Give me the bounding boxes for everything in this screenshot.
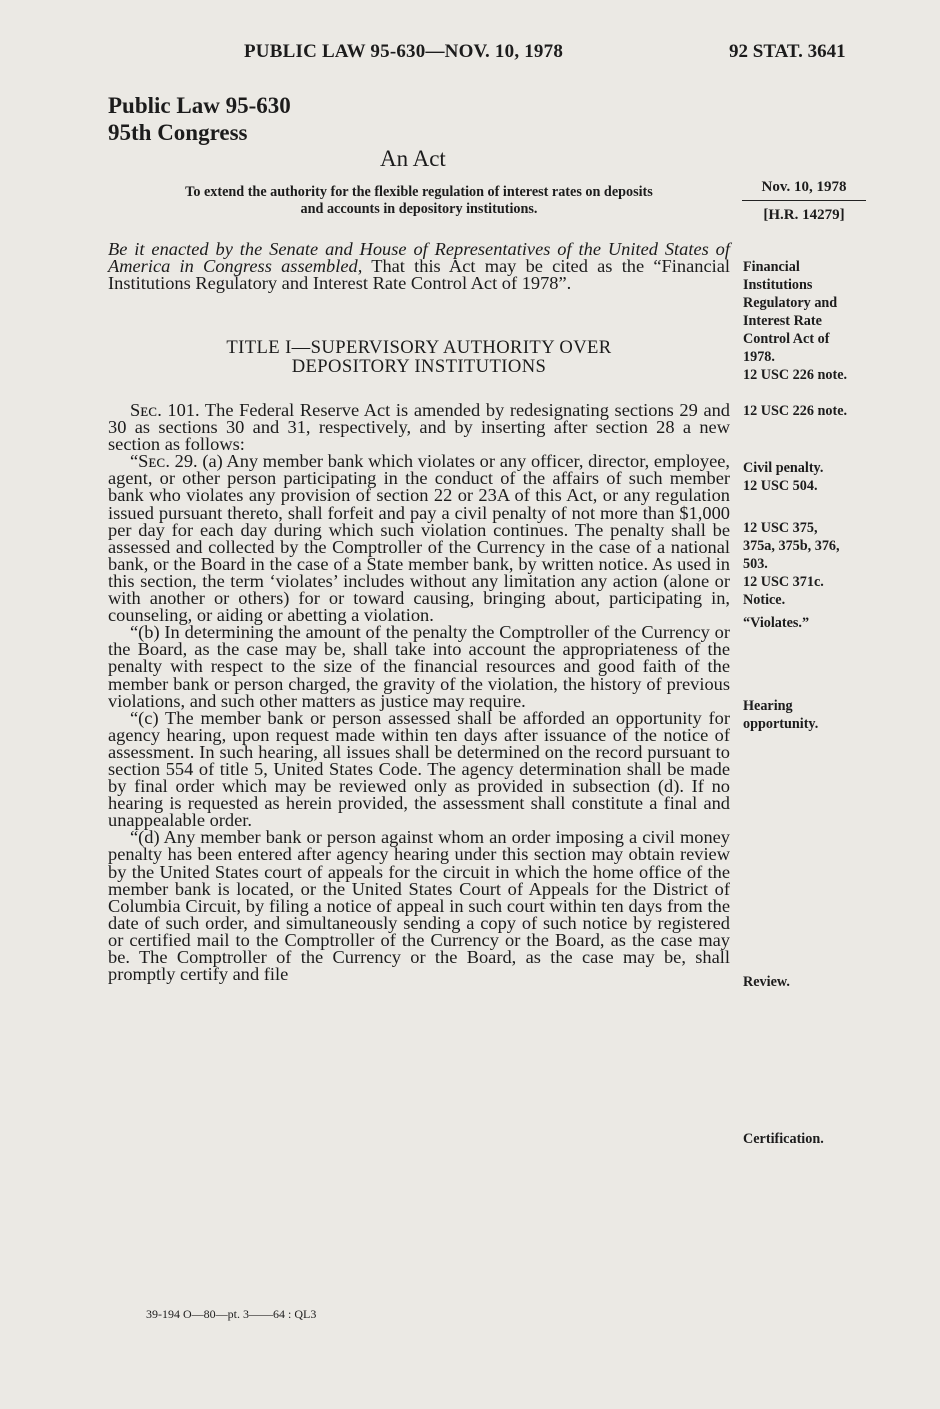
bill-number: [H.R. 14279] [763,207,845,223]
margin-note-line: 12 USC 504. [743,478,818,494]
margin-note-line: Control Act of [743,331,830,347]
act-heading: An Act [380,146,446,171]
short-title-clause: That this Act may be cited as the “Financial Institutions Regulatory and Interest Rate Control Act of 1978”. [108,256,730,294]
margin-note-review: Review. [743,974,790,990]
margin-note-line: 375a, 375b, 376, [743,538,840,554]
margin-note-violates: “Violates.” [743,615,810,631]
margin-note-line: Regulatory and [743,295,838,311]
enactment-date: Nov. 10, 1978 [742,177,866,201]
margin-note-short-title [743,258,878,384]
purpose-line-1: To extend the authority for the flexible regulation of interest rates on deposits [185,184,653,200]
margin-note-civil-penalty [743,459,878,495]
margin-note-line: Civil penalty. [743,460,824,476]
enacting-formula: Be it enacted by the Senate and House of Representatives of the United States of America in Congress assembled, [108,239,730,277]
margin-note-line: Hearing [743,698,793,714]
act-purpose [108,184,730,218]
section-paragraph: “(d) Any member bank or person against whom an order imposing a civil money penalty has been entered after agency hearing under this section may obtain review by the United States court of appeals for the circuit in which the home office of the member bank is located, or the United States Court of Appeals for the District of Columbia Circuit, by filing a notice of appeal in such court within ten days from the date of such order, and simultaneously sending a copy of such notice by registered or certified mail to the Comptroller of the Currency or the Board, as the case may be. The Comptroller of the Currency or the Board, as the case may be, shall promptly certify and file [108,827,730,985]
margin-note-hearing [743,697,878,733]
margin-note-notice: Notice. [743,592,786,608]
enactment-date-note [742,177,866,225]
margin-note-line: 1978. [743,349,775,365]
running-head: PUBLIC LAW 95-630—NOV. 10, 1978 [244,41,564,62]
section-paragraph: “(b) In determining the amount of the penalty the Comptroller of the Currency or the Board, as the case may be, shall take into account the appropriateness of the penalty with respect to the size of the financial resources and good faith of the member bank or person charged, the gravity of the violation, the history of previous violations, and such other matters as justice may require. [108,622,730,711]
section-paragraph: “Sᴇᴄ. 29. (a) Any member bank which violates or any officer, director, employee, agent, or other person participating in the conduct of the affairs of such member bank who violates any provision of section 22 or 23A of this Act, or any regulation issued pursuant thereto, shall forfeit and pay a civil penalty of not more than $1,000 per day for each day during which such violation continues. The penalty shall be assessed and collected by the Comptroller of the Currency in the case of a national bank, or the Board in the case of a State member bank, by written notice. As used in this section, the term ‘violates’ includes without any limitation any action (alone or with another or others) for or toward causing, bringing about, participating in, counseling, or aiding or abetting a violation. [108,451,730,626]
margin-note-line: 12 USC 371c. [743,574,824,590]
congress-label: 95th Congress [108,120,248,145]
title-heading-line-2: DEPOSITORY INSTITUTIONS [291,356,547,377]
title-heading [108,338,730,376]
section-101 [108,402,730,983]
section-paragraph: “(c) The member bank or person assessed shall be afforded an opportunity for agency hearing, upon request made within ten days after issuance of the notice of assessment. In such hearing, all issues shall be determined on the record pursuant to section 554 of title 5, United States Code. The agency determination shall be made by final order which may be reviewed only as provided in subsection (d). If no hearing is requested as herein provided, the assessment shall constitute a final and unappealable order. [108,707,730,831]
margin-note-usc-226: 12 USC 226 note. [743,403,848,419]
margin-note-line: opportunity. [743,716,819,732]
margin-note-line: 503. [743,556,768,572]
purpose-line-2: and accounts in depository institutions. [300,201,538,217]
margin-note-usc-375 [743,519,878,591]
print-code-footer: 39-194 O—80—pt. 3——64 : QL3 [146,1307,317,1321]
margin-note-line: Financial [743,259,800,275]
title-heading-line-1: TITLE I—SUPERVISORY AUTHORITY OVER [226,337,612,358]
statute-page-number: 92 STAT. 3641 [729,41,846,62]
margin-note-line: 12 USC 226 note. [743,367,848,383]
law-number: Public Law 95-630 [108,93,291,118]
enacting-clause [108,241,730,292]
margin-note-line: Institutions [743,277,813,293]
margin-note-certification: Certification. [743,1131,824,1147]
section-paragraph: Sᴇᴄ. 101. The Federal Reserve Act is amended by redesignating sections 29 and 30 as sections 30 and 31, respectively, and by inserting after section 28 a new section as follows: [108,400,730,455]
margin-note-line: Interest Rate [743,313,822,329]
margin-note-line: 12 USC 375, [743,520,818,536]
